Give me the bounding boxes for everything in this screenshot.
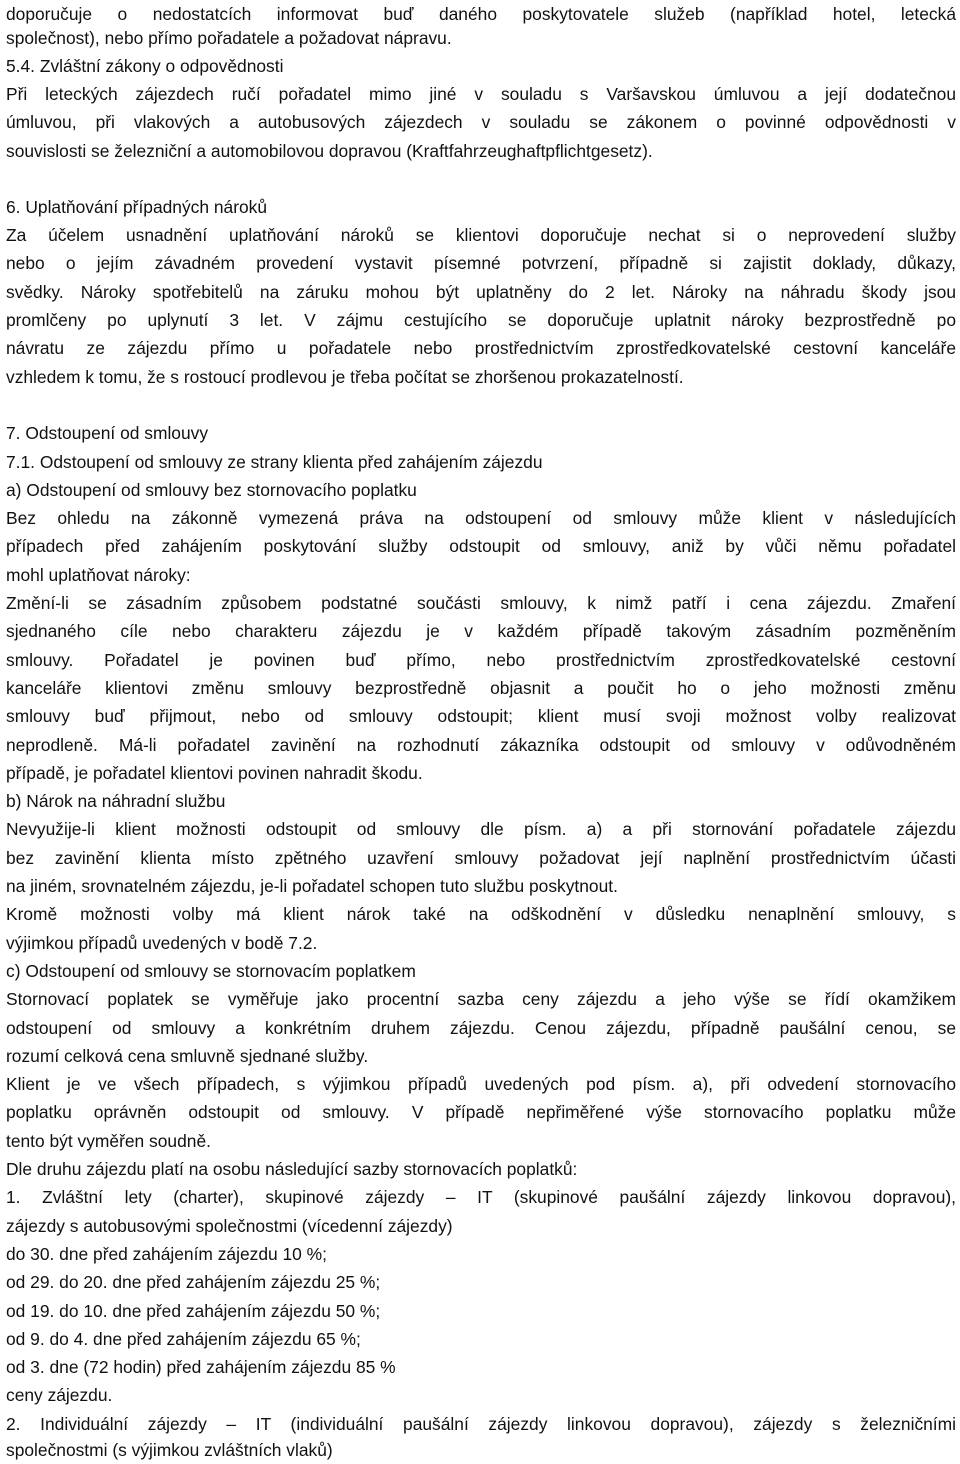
section-heading-5-4: 5.4. Zvláštní zákony o odpovědnosti	[6, 56, 284, 76]
text-line: Při leteckých zájezdech ručí pořadatel mimo jiné v souladu s Varšavskou úmluvou a její dodatečnou	[6, 84, 956, 104]
text-line: souvislosti se železniční a automobilovou dopravou (Kraftfahrzeughaftpflichtgesetz).	[6, 141, 653, 161]
subsection-heading-b: b) Nárok na náhradní službu	[6, 791, 226, 811]
text-line: Změní-li se zásadním způsobem podstatné součásti smlouvy, k nimž patří i cena zájezdu. Zmaření	[6, 593, 956, 613]
text-line: bez zavinění klienta místo zpětného uzavření smlouvy požadovat její naplnění prostřednictvím účasti	[6, 848, 956, 868]
list-item: 2. Individuální zájezdy – IT (individuální paušální zájezdy linkovou dopravou), zájezdy s železničními	[6, 1414, 956, 1434]
fee-rate-line: ceny zájezdu.	[6, 1385, 113, 1405]
subsection-heading-c: c) Odstoupení od smlouvy se stornovacím poplatkem	[6, 961, 416, 981]
fee-rate-line: od 9. do 4. dne před zahájením zájezdu 65 %;	[6, 1329, 361, 1349]
text-line: sjednaného cíle nebo charakteru zájezdu je v každém případě takovým zásadním pozměněním	[6, 621, 956, 641]
text-line: kanceláře klientovi změnu smlouvy bezprostředně objasnit a poučit ho o jeho možnosti změnu	[6, 678, 956, 698]
fee-rate-line: od 19. do 10. dne před zahájením zájezdu 50 %;	[6, 1301, 381, 1321]
text-line: vzhledem k tomu, že s rostoucí prodlevou je třeba počítat se zhoršenou prokazatelností.	[6, 367, 684, 387]
text-line: na jiném, srovnatelném zájezdu, je-li pořadatel schopen tuto službu poskytnout.	[6, 876, 618, 896]
fee-rate-line: od 29. do 20. dne před zahájením zájezdu 25 %;	[6, 1272, 381, 1292]
text-line: tento být vyměřen soudně.	[6, 1131, 211, 1151]
text-line: nebo o jejím závadném provedení vystavit písemné potvrzení, případně si zajistit doklady, důkazy,	[6, 253, 956, 273]
text-line: Nevyužije-li klient možnosti odstoupit od smlouvy dle písm. a) a při stornování pořadatele zájezdu	[6, 819, 956, 839]
text-line: odstoupení od smlouvy a konkrétním druhem zájezdu. Cenou zájezdu, případně paušální cenou, se	[6, 1018, 956, 1038]
text-line: úmluvou, při vlakových a autobusových zájezdech v souladu se zákonem o povinné odpovědnosti v	[6, 112, 956, 132]
subsection-heading-a: a) Odstoupení od smlouvy bez stornovacího poplatku	[6, 480, 417, 500]
fee-rate-line: do 30. dne před zahájením zájezdu 10 %;	[6, 1244, 327, 1264]
text-line: návratu ze zájezdu přímo u pořadatele nebo prostřednictvím zprostředkovatelské cestovní kanceláře	[6, 338, 956, 358]
section-heading-6: 6. Uplatňování případných nároků	[6, 197, 268, 217]
subsection-heading-7-1: 7.1. Odstoupení od smlouvy ze strany klienta před zahájením zájezdu	[6, 452, 543, 472]
text-line: poplatku oprávněn odstoupit od smlouvy. V případě nepřiměřené výše stornovacího poplatku může	[6, 1102, 956, 1122]
text-line: Bez ohledu na zákonně vymezená práva na odstoupení od smlouvy může klient v následujících	[6, 508, 956, 528]
list-item: společnostmi (s výjimkou zvláštních vlaků)	[6, 1440, 333, 1460]
text-line: Za účelem usnadnění uplatňování nároků se klientovi doporučuje nechat si o neprovedení služby	[6, 225, 956, 245]
text-line: svědky. Nároky spotřebitelů na záruku mohou být uplatněny do 2 let. Nároky na náhradu škody jsou	[6, 282, 956, 302]
text-line: případech před zahájením poskytování služby odstoupit od smlouvy, aniž by vůči němu pořadatel	[6, 536, 956, 556]
text-line: rozumí celková cena smluvně sjednané služby.	[6, 1046, 369, 1066]
text-line: Stornovací poplatek se vyměřuje jako procentní sazba ceny zájezdu a jeho výše se řídí okamžikem	[6, 989, 956, 1009]
text-line: promlčeny po uplynutí 3 let. V zájmu cestujícího se doporučuje uplatnit nároky bezprostředně po	[6, 310, 956, 330]
text-line: Kromě možnosti volby má klient nárok také na odškodnění v důsledku nenaplnění smlouvy, s	[6, 904, 956, 924]
text-line: neprodleně. Má-li pořadatel zavinění na rozhodnutí zákazníka odstoupit od smlouvy v odůvodněném	[6, 735, 956, 755]
section-heading-7: 7. Odstoupení od smlouvy	[6, 423, 209, 443]
text-line: výjimkou případů uvedených v bodě 7.2.	[6, 933, 318, 953]
list-item: zájezdy s autobusovými společnostmi (vícedenní zájezdy)	[6, 1216, 453, 1236]
text-line: mohl uplatňovat nároky:	[6, 565, 191, 585]
text-line: doporučuje o nedostatcích informovat buď daného poskytovatele služeb (například hotel, letecká	[6, 4, 956, 24]
text-line: společnost), nebo přímo pořadatele a požadovat nápravu.	[6, 28, 452, 48]
text-line: Dle druhu zájezdu platí na osobu následující sazby stornovacích poplatků:	[6, 1159, 578, 1179]
text-line: případě, je pořadatel klientovi povinen nahradit škodu.	[6, 763, 423, 783]
list-item: 1. Zvláštní lety (charter), skupinové zájezdy – IT (skupinové paušální zájezdy linkovou dopravou),	[6, 1187, 956, 1207]
fee-rate-line: od 3. dne (72 hodin) před zahájením zájezdu 85 %	[6, 1357, 396, 1377]
text-line: smlouvy. Pořadatel je povinen buď přímo, nebo prostřednictvím zprostředkovatelské cestovní	[6, 650, 956, 670]
text-line: smlouvy buď přijmout, nebo od smlouvy odstoupit; klient musí svoji možnost volby realizovat	[6, 706, 956, 726]
text-line: Klient je ve všech případech, s výjimkou případů uvedených pod písm. a), při odvedení stornovacího	[6, 1074, 956, 1094]
